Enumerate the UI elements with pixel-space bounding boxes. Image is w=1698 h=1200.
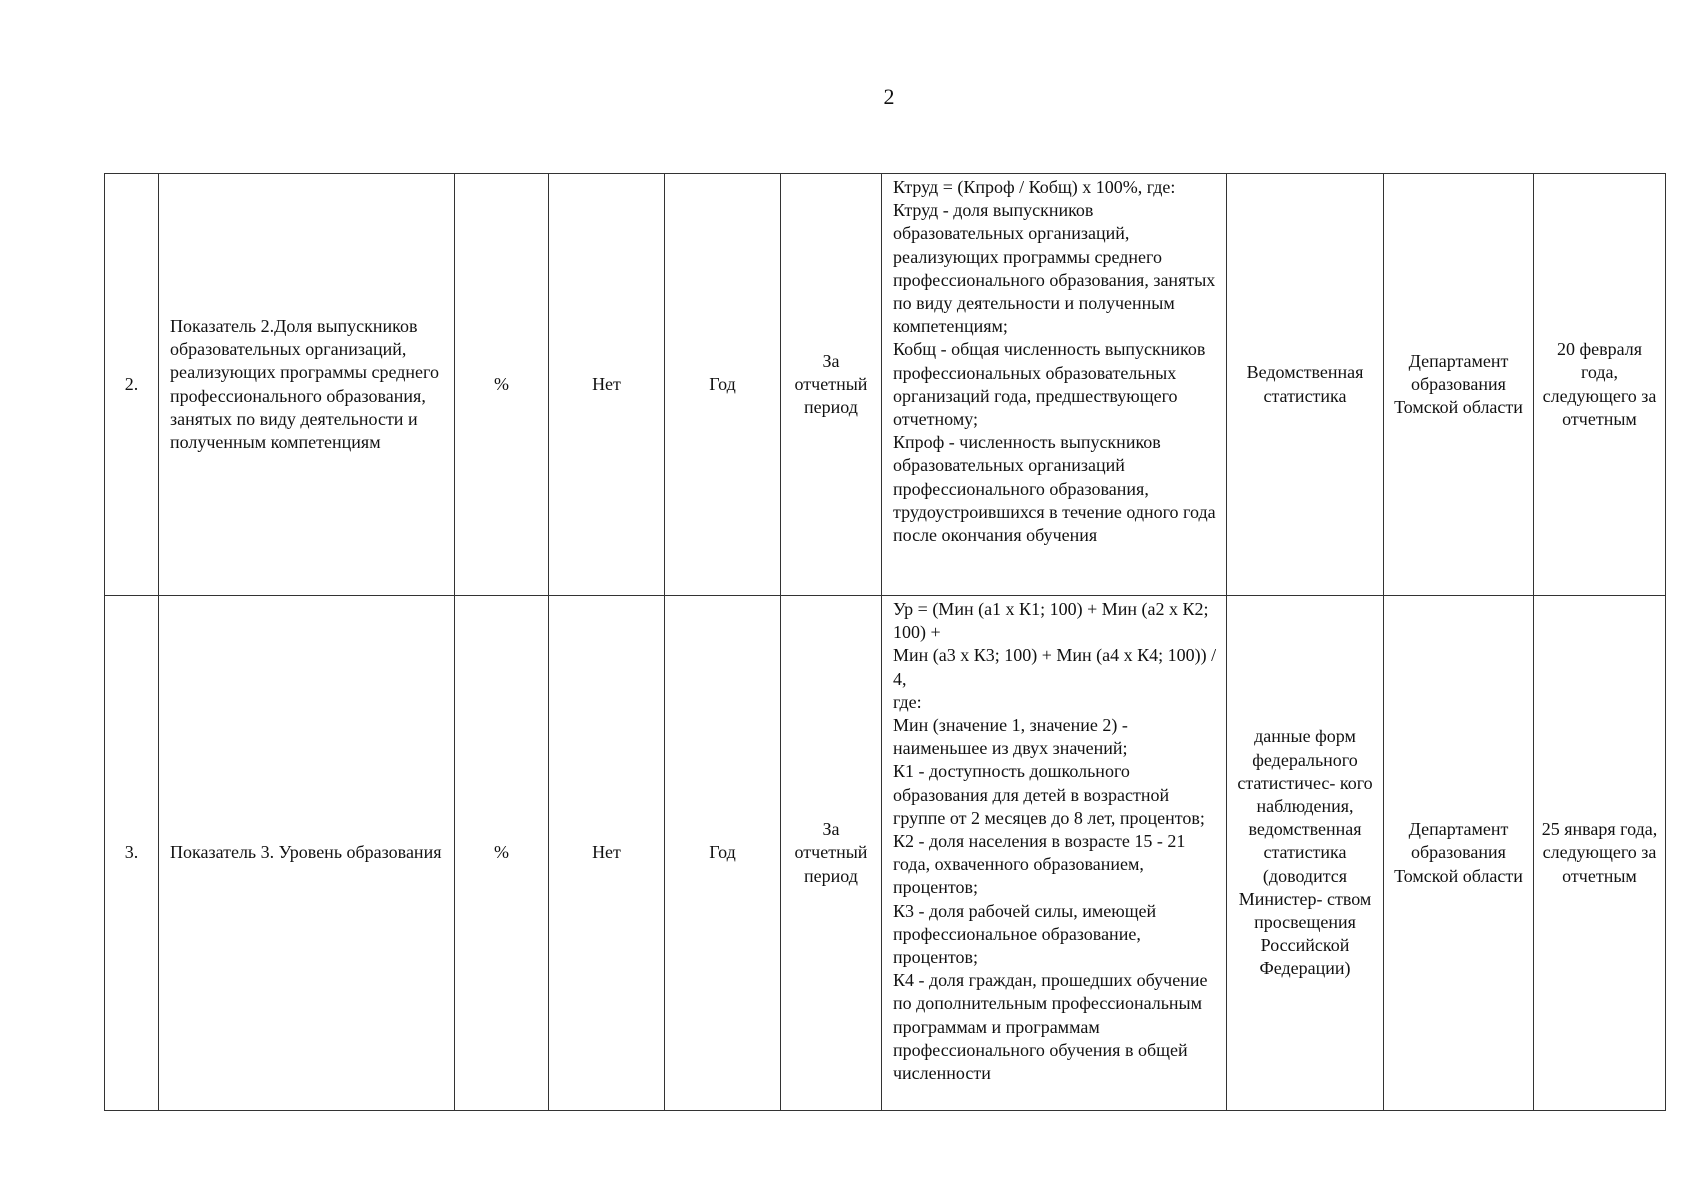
formula-line: К4 - доля граждан, прошедших обучение по дополнительным профессиональным программам и программам профессионального обучения в общей численности	[893, 970, 1208, 1084]
source-cell: данные форм федерального статистичес- кого наблюдения, ведомственная статистика (доводится Министер- ством просвещения Российской Федерации)	[1227, 596, 1384, 1111]
indicator-name: Показатель 3. Уровень образования	[159, 596, 455, 1111]
flag-cell: Нет	[549, 174, 665, 596]
formula-line: Мин (а3 х К3; 100) + Мин (а4 х К4; 100)) / 4,	[893, 645, 1217, 689]
page-number: 2	[883, 84, 895, 109]
flag-cell: Нет	[549, 596, 665, 1111]
period-cell: За отчетный период	[781, 174, 882, 596]
indicators-table	[104, 173, 1666, 1111]
table-row	[105, 596, 1666, 1111]
deadline-cell: 20 февраля года, следующего за отчетным	[1534, 174, 1666, 596]
indicator-name: Показатель 2.Доля выпускников образовательных организаций, реализующих программы среднего профессионального образования, занятых по виду деятельности и полученным компетенциям	[159, 174, 455, 596]
periodicity-cell: Год	[665, 174, 781, 596]
formula-cell	[882, 174, 1227, 596]
formula-line: Кпроф - численность выпускников образовательных организаций профессионального образования, трудоустроившихся в течение одного года после окончания обучения	[893, 432, 1216, 546]
formula-cell	[882, 596, 1227, 1111]
row-number: 2.	[105, 174, 159, 596]
responsible-cell: Департамент образования Томской области	[1384, 174, 1534, 596]
unit-cell: %	[455, 596, 549, 1111]
row-number: 3.	[105, 596, 159, 1111]
periodicity-cell: Год	[665, 596, 781, 1111]
formula-line: К2 - доля населения в возрасте 15 - 21 года, охваченного образованием, процентов;	[893, 831, 1186, 898]
table-row	[105, 174, 1666, 596]
source-cell: Ведомственная статистика	[1227, 174, 1384, 596]
formula-line: где:	[893, 691, 922, 712]
formula-line: Мин (значение 1, значение 2) - наименьшее из двух значений;	[893, 715, 1128, 759]
formula-line: Кобщ - общая численность выпускников профессиональных образовательных организаций года, предшествующего отчетному;	[893, 339, 1206, 430]
unit-cell: %	[455, 174, 549, 596]
formula-line: Ктруд = (Кпроф / Кобщ) х 100%, где:	[893, 177, 1176, 197]
deadline-cell: 25 января года, следующего за отчетным	[1534, 596, 1666, 1111]
formula-line: Ктруд - доля выпускников образовательных организаций, реализующих программы среднего профессионального образования, занятых по виду деятельности и полученным компетенциям;	[893, 200, 1216, 337]
formula-line: К1 - доступность дошкольного образования для детей в возрастной группе от 2 месяцев до 8 лет, процентов;	[893, 761, 1205, 828]
formula-line: К3 - доля рабочей силы, имеющей профессиональное образование, процентов;	[893, 900, 1157, 968]
period-cell: За отчетный период	[781, 596, 882, 1111]
formula-line: Ур = (Мин (а1 х К1; 100) + Мин (а2 х К2; 100) +	[893, 599, 1209, 643]
responsible-cell: Департамент образования Томской области	[1384, 596, 1534, 1111]
